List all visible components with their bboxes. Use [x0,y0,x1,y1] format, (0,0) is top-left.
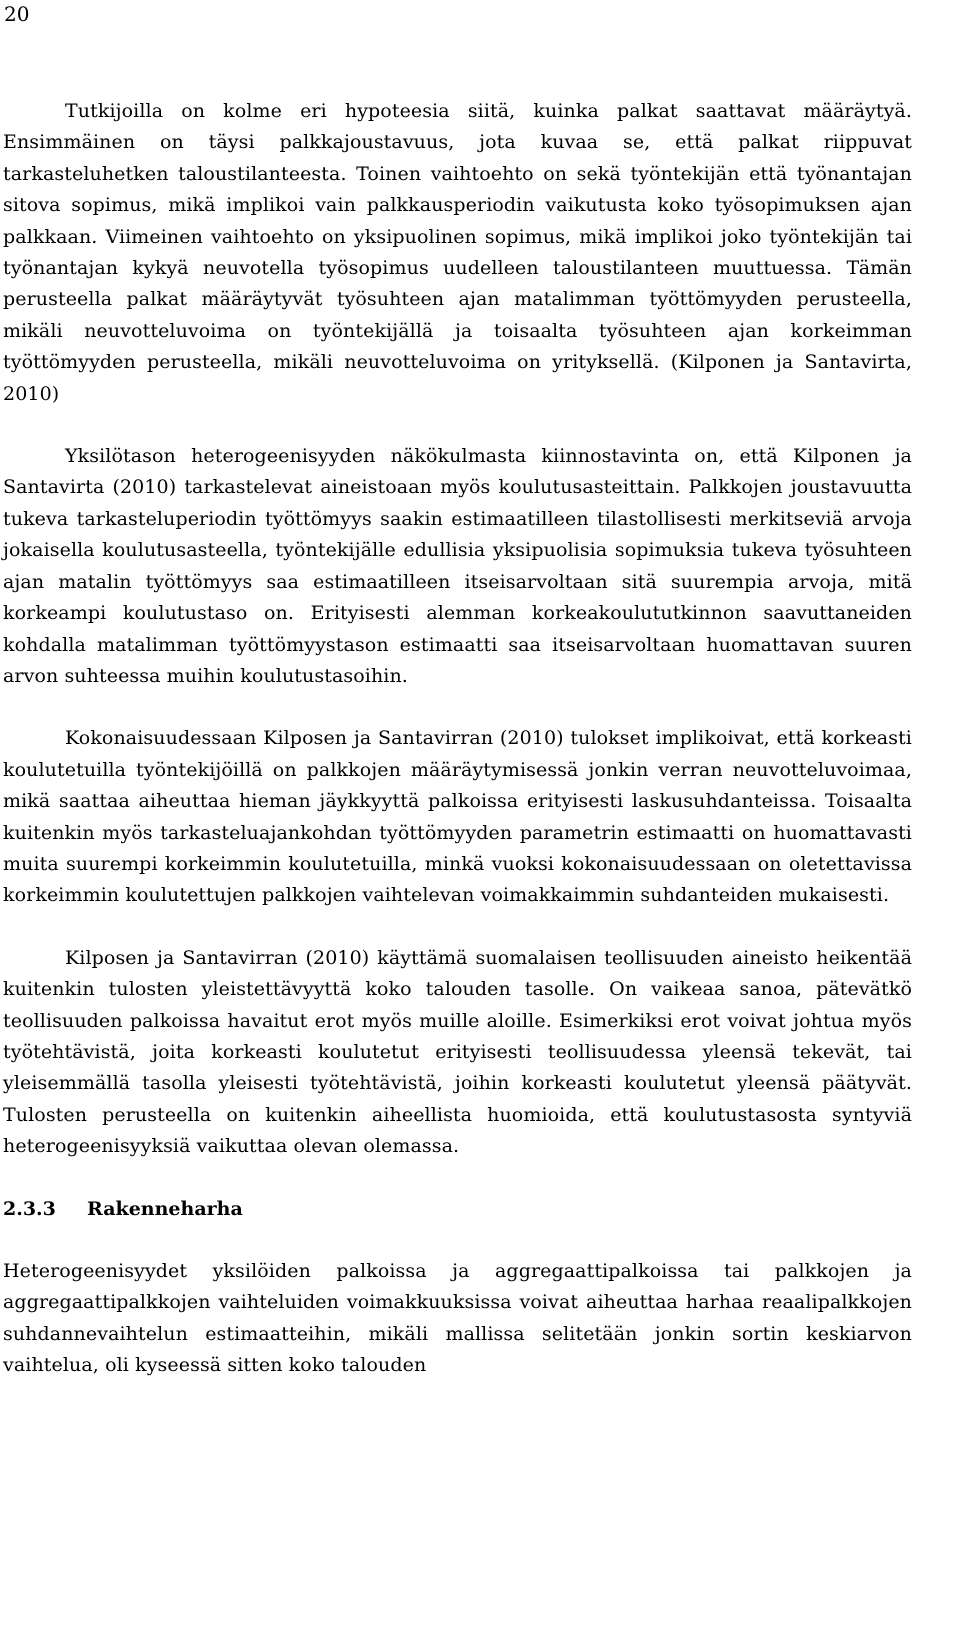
page-number: 20 [4,2,30,26]
paragraph-composition-bias: Heterogeenisyydet yksilöiden palkoissa ja aggregaattipalkoissa tai palkkojen ja aggregaattipalkkojen vaihteluiden voimakkuuksissa voivat aiheuttaa harhaa reaalipalkkojen suhdannevaihtelun estimaatteihin, mikäli mallissa selitetään jonkin sortin keskiarvon vaihtelua, oli kyseessä sitten koko talouden [3,1260,912,1377]
section-number: 2.3.3 [3,1197,56,1220]
section-heading [3,1194,912,1225]
document-body [3,96,912,1382]
paragraph-heterogeneity: Yksilötason heterogeenisyyden näkökulmasta kiinnostavinta on, että Kilponen ja Santavirta (2010) tarkastelevat aineistoaan myös koulutusasteittain. Palkkojen joustavuutta tukeva tarkasteluperiodin työttömyys saakin estimaatilleen tilastollisesti merkitseviä arvoja jokaisella koulutusasteella, työntekijälle edullisia yksipuolisia sopimuksia tukeva työsuhteen ajan matalin työttömyys saa estimaatilleen itseisarvoltaan sitä suurempia arvoja, mitä korkeampi koulutustaso on. Erityisesti alemman korkeakoulututkinnon saavuttaneiden kohdalla matalimman työttömyystason estimaatti saa itseisarvoltaan huomattavan suuren arvon suhteessa muihin koulutustasoihin. [3,445,912,687]
paragraph-generalizability: Kilposen ja Santavirran (2010) käyttämä suomalaisen teollisuuden aineisto heikentää kuitenkin tulosten yleistettävyyttä koko talouden tasolle. On vaikeaa sanoa, pätevätkö teollisuuden palkoissa havaitut erot myös muille aloille. Esimerkiksi erot voivat johtua myös työtehtävistä, joita korkeasti koulutetut erityisesti teollisuudessa yleensä tekevät, tai yleisemmällä tasolla yleisesti työtehtävistä, joihin korkeasti koulutetut yleensä päätyvät. Tulosten perusteella on kuitenkin aiheellista huomioida, että koulutustasosta syntyviä heterogeenisyyksiä vaikuttaa olevan olemassa. [3,946,912,1158]
section-title: Rakenneharha [87,1197,243,1220]
paragraph-hypotheses: Tutkijoilla on kolme eri hypoteesia siitä, kuinka palkat saattavat määräytyä. Ensimmäinen on täysi palkkajoustavuus, jota kuvaa se, että palkat riippuvat tarkasteluhetken taloustilanteesta. Toinen vaihtoehto on sekä työntekijän että työnantajan sitova sopimus, mikä implikoi vain palkkausperiodin vaikutusta koko työsopimuksen ajan palkkaan. Viimeinen vaihtoehto on yksipuolinen sopimus, mikä implikoi joko työntekijän tai työnantajan kykyä neuvotella työsopimus uudelleen taloustilanteen muuttuessa. Tämän perusteella palkat määräytyvät työsuhteen ajan matalimman työttömyyden perusteella, mikäli neuvotteluvoima on työntekijällä ja toisaalta työsuhteen ajan korkeimman työttömyyden perusteella, mikäli neuvotteluvoima on yrityksellä. (Kilponen ja Santavirta, 2010) [3,100,912,405]
paragraph-summary: Kokonaisuudessaan Kilposen ja Santavirran (2010) tulokset implikoivat, että korkeasti koulutetuilla työntekijöillä on palkkojen määräytymisessä jonkin verran neuvotteluvoimaa, mikä saattaa aiheuttaa hieman jäykkyyttä palkoissa erityisesti laskusuhdanteissa. Toisaalta kuitenkin myös tarkasteluajankohdan työttömyyden parametrin estimaatti on huomattavasti muita suurempi korkeimmin koulutetuilla, minkä vuoksi kokonaisuudessaan on oletettavissa korkeimmin koulutettujen palkkojen vaihtelevan voimakkaimmin suhdanteiden mukaisesti. [3,727,912,907]
